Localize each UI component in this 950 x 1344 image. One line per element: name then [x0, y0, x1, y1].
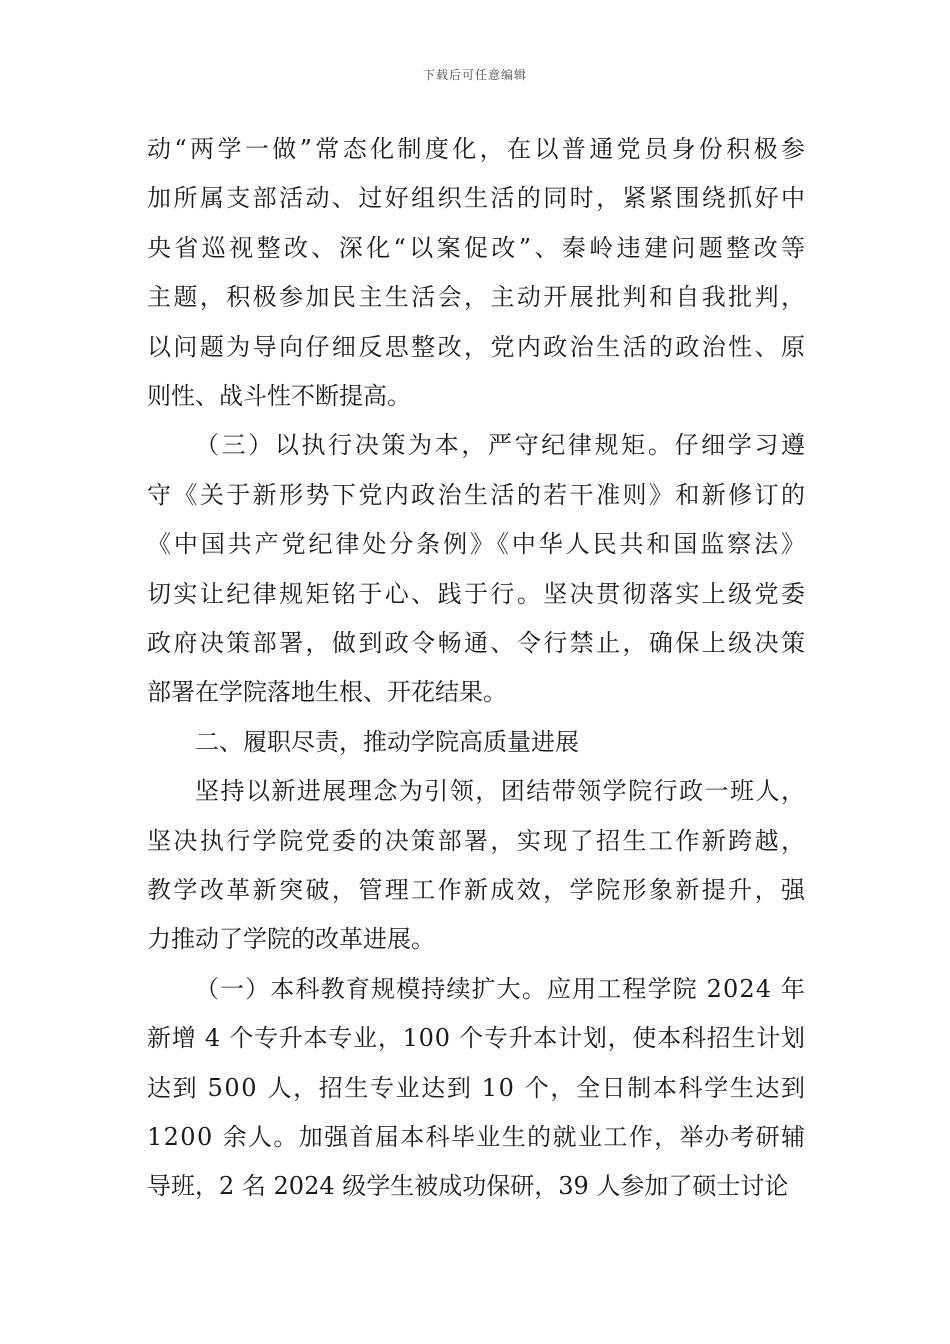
text-line: 教学改革新突破，管理工作新成效，学院形象新提升，强: [147, 876, 808, 904]
page-header: 下载后可任意编辑: [422, 68, 527, 82]
text-line: 以问题为导向仔细反思整改，党内政治生活的政治性、原: [147, 333, 808, 361]
text-line: 守《关于新形势下党内政治生活的若干准则》和新修订的: [147, 481, 808, 509]
text-line: （三）以执行决策为本，严守纪律规矩。仔细学习遵: [195, 431, 808, 459]
text-line: 二、履职尽责，推动学院高质量进展: [195, 728, 579, 756]
text-line: 部署在学院落地生根、开花结果。: [147, 678, 507, 706]
text-line: 加所属支部活动、过好组织生活的同时，紧紧围绕抓好中: [147, 184, 808, 212]
text-line: 1200 余人。加强首届本科毕业生的就业工作，举办考研辅: [147, 1123, 807, 1151]
text-line: 主题，积极参加民主生活会，主动开展批判和自我批判，: [147, 283, 808, 311]
text-line: 切实让纪律规矩铭于心、践于行。坚决贯彻落实上级党委: [147, 580, 808, 608]
text-line: （一）本科教育规模持续扩大。应用工程学院 2024 年: [195, 975, 807, 1003]
text-line: 动“两学一做”常态化制度化，在以普通党员身份积极参: [147, 135, 809, 163]
text-line: 政府决策部署，做到政令畅通、令行禁止，确保上级决策: [147, 629, 808, 657]
text-line: 《中国共产党纪律处分条例》《中华人民共和国监察法》: [147, 530, 808, 558]
text-line: 坚决执行学院党委的决策部署，实现了招生工作新跨越，: [147, 827, 808, 855]
text-line: 坚持以新进展理念为引领，团结带领学院行政一班人，: [195, 777, 807, 805]
text-line: 央省巡视整改、深化“以案促改”、秦岭违建问题整改等: [147, 234, 809, 262]
text-line: 新增 4 个专升本专业，100 个专升本计划，使本科招生计划: [147, 1024, 806, 1052]
text-line: 则性、战斗性不断提高。: [147, 382, 411, 410]
text-line: 导班，2 名 2024 级学生被成功保研，39 人参加了硕士讨论: [147, 1172, 789, 1200]
text-line: 力推动了学院的改革进展。: [147, 925, 435, 953]
text-line: 达到 500 人，招生专业达到 10 个，全日制本科学生达到: [147, 1074, 807, 1102]
